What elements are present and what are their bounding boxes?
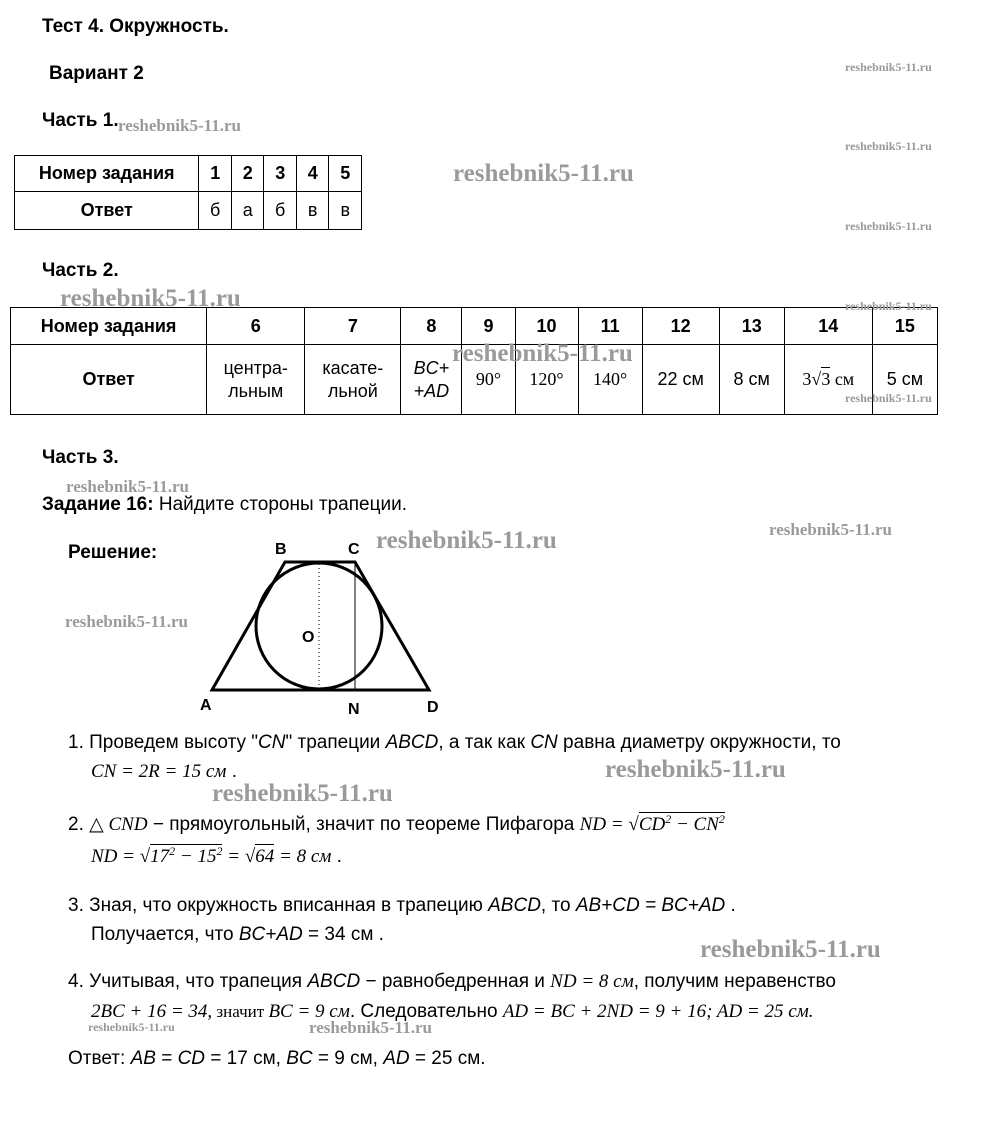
watermark: reshebnik5-11.ru (309, 1018, 432, 1037)
answer-text-e: = 25 см. (409, 1048, 486, 1069)
answer-14-radicand: 3 (821, 369, 831, 389)
watermark: reshebnik5-11.ru (212, 780, 393, 807)
step-4-text-b: − равнобедренная и (360, 971, 551, 992)
step-1-end: . (231, 761, 237, 782)
watermark: reshebnik5-11.ru (376, 527, 557, 554)
step-2-64: 64 (255, 846, 275, 867)
part2-number: 10 (515, 308, 578, 345)
part1-number: 2 (231, 156, 264, 192)
part2-answer-9: 90° (462, 345, 515, 415)
point-c-label: C (348, 541, 360, 558)
watermark: reshebnik5-11.ru (769, 520, 892, 539)
step-2-radicand-2 (150, 844, 222, 867)
watermark: reshebnik5-11.ru (700, 936, 881, 963)
step-1-text-b: " трапеции (285, 732, 386, 753)
part2-number: 8 (401, 308, 462, 345)
square: 2 (169, 844, 176, 858)
part2-number: 13 (719, 308, 784, 345)
part1-answer: б (264, 192, 297, 230)
part1-heading: Часть 1. (42, 110, 119, 131)
solution-label: Решение: (68, 542, 158, 563)
step-4-eq-2: AD = BC + 2ND = 9 + 16; AD = 25 см. (502, 1001, 814, 1022)
step-2-nd: ND = (579, 814, 629, 835)
step-3-line-2 (91, 924, 384, 946)
part2-number: 15 (872, 308, 937, 345)
step-3-number: 3. (68, 895, 84, 916)
step-3-text-c: Получается, что (91, 924, 239, 945)
answer-8-line1: BC+ (413, 357, 450, 378)
part2-row1-label: Номер задания (11, 308, 207, 345)
step-1-cn: CN (258, 732, 286, 753)
step-4-line-2 (91, 1001, 814, 1023)
watermark: reshebnik5-11.ru (845, 60, 932, 74)
part1-number: 5 (329, 156, 362, 192)
step-3-text-b: , то (540, 895, 576, 916)
step-4-number: 4. (68, 971, 84, 992)
answer-text-b: = (155, 1048, 178, 1069)
step-4-bc: BC = 9 см (268, 1001, 350, 1022)
part1-row1-label: Номер задания (15, 156, 199, 192)
step-4-abcd: ABCD (307, 971, 361, 992)
watermark: reshebnik5-11.ru (845, 299, 932, 313)
answer-cd: CD (177, 1048, 206, 1069)
square: 2 (665, 812, 672, 826)
step-3-text-a: Зная, что окружность вписанная в трапецию (89, 895, 489, 916)
watermark: reshebnik5-11.ru (845, 391, 932, 405)
answer-bc: BC (286, 1048, 313, 1069)
watermark: reshebnik5-11.ru (453, 160, 634, 187)
step-2-17: 17 (150, 846, 170, 867)
step-4-text-c: , получим неравенство (633, 971, 836, 992)
step-2-radicand (639, 812, 725, 835)
part2-number: 6 (207, 308, 305, 345)
part3-heading: Часть 3. (42, 447, 119, 468)
point-a-label: A (200, 697, 212, 714)
task-line (42, 494, 407, 516)
part2-number: 9 (462, 308, 515, 345)
step-4-eq-1: 2BC + 16 = 34, (91, 1001, 213, 1022)
watermark: reshebnik5-11.ru (88, 1020, 175, 1034)
task-label: Задание 16: (42, 494, 154, 515)
page-title: Тест 4. Окружность. (42, 16, 229, 37)
part1-answer: в (296, 192, 329, 230)
step-1-text-d: равна диаметру окружности, то (557, 732, 841, 753)
point-n-label: N (348, 701, 360, 718)
part2-number: 14 (784, 308, 872, 345)
step-2-triangle: △ CND (89, 814, 148, 835)
part2-number: 7 (305, 308, 401, 345)
part2-answer-7 (305, 345, 401, 415)
step-3-abcd: ABCD (488, 895, 541, 916)
variant-label: Вариант 2 (49, 63, 144, 84)
step-2-end: . (336, 846, 342, 867)
step-2-minus-15: − 15 (175, 846, 217, 867)
step-2-line-2 (91, 846, 342, 868)
sqrt-sign: √ (244, 846, 256, 867)
step-4-text-a: Учитывая, что трапеция (89, 971, 308, 992)
final-answer (68, 1048, 486, 1070)
part2-number: 11 (578, 308, 642, 345)
sqrt-sign: √ (811, 369, 822, 389)
answer-text-d: = 9 см, (312, 1048, 384, 1069)
part1-row2-label: Ответ (15, 192, 199, 230)
watermark: reshebnik5-11.ru (605, 756, 786, 783)
point-d-label: D (427, 699, 439, 716)
watermark: reshebnik5-11.ru (66, 477, 189, 496)
step-2-text: − прямоугольный, значит по теореме Пифагора (147, 814, 580, 835)
square: 2 (216, 844, 223, 858)
answer-text-c: = 17 см, (205, 1048, 287, 1069)
step-3-eq: AB+CD = BC+AD (575, 895, 726, 916)
answer-6-line2: льным (228, 380, 284, 401)
point-b-label: B (275, 541, 287, 558)
part2-row2-label: Ответ (11, 345, 207, 415)
step-4-text-d: значит (212, 1002, 269, 1021)
sqrt-sign: √ (139, 846, 151, 867)
step-2-cd: CD (638, 814, 666, 835)
part2-answer-6 (207, 345, 305, 415)
answer-14-coef: 3 (802, 369, 812, 389)
part1-number: 3 (264, 156, 297, 192)
part1-answer: б (199, 192, 232, 230)
answer-7-line1: касате- (322, 357, 384, 378)
part1-answer: в (329, 192, 362, 230)
step-2-nd-2: ND = (91, 846, 140, 867)
step-3-end: . (730, 895, 736, 916)
answer-14-unit: см (834, 369, 855, 389)
part2-answer-13: 8 см (719, 345, 784, 415)
watermark: reshebnik5-11.ru (452, 340, 633, 367)
step-2-result: = 8 см (274, 846, 332, 867)
step-3-bc-ad: BC+AD (238, 924, 303, 945)
part2-answer-11: 140° (578, 345, 642, 415)
point-o-label: O (302, 629, 315, 646)
sqrt-sign: √ (628, 814, 639, 835)
part1-number: 1 (199, 156, 232, 192)
answer-ab: AB (130, 1048, 156, 1069)
trapezoid (212, 562, 429, 690)
step-1-abcd: ABCD (385, 732, 439, 753)
answer-8-line2: +AD (413, 380, 450, 401)
part2-answer-12: 22 см (642, 345, 719, 415)
part1-table (14, 155, 362, 230)
step-3-text-d: = 34 см . (302, 924, 384, 945)
answer-label: Ответ: (68, 1048, 131, 1069)
step-2-line-1 (68, 813, 725, 836)
square: 2 (718, 812, 725, 826)
watermark: reshebnik5-11.ru (845, 139, 932, 153)
part2-number: 12 (642, 308, 719, 345)
watermark: reshebnik5-11.ru (118, 116, 241, 135)
task-text: Найдите стороны трапеции. (158, 494, 407, 515)
step-1-formula: CN = 2R = 15 см (91, 761, 227, 782)
part1-number: 4 (296, 156, 329, 192)
step-1-line-1 (68, 732, 841, 754)
step-1-text-c: , а так как (438, 732, 531, 753)
answer-6-line1: центра- (223, 357, 288, 378)
step-1-text-a: Проведем высоту " (89, 732, 259, 753)
part2-heading: Часть 2. (42, 260, 119, 281)
step-3-line-1 (68, 895, 736, 917)
trapezoid-figure (195, 535, 450, 720)
answer-ad: AD (383, 1048, 410, 1069)
step-1-cn-2: CN (530, 732, 558, 753)
step-2-minus-cn: − CN (671, 814, 719, 835)
step-4-text-e: . Следовательно (349, 1001, 503, 1022)
step-2-number: 2. (68, 814, 84, 835)
watermark: reshebnik5-11.ru (65, 612, 188, 631)
step-1-number: 1. (68, 732, 84, 753)
watermark: reshebnik5-11.ru (845, 219, 932, 233)
part1-answer: а (231, 192, 264, 230)
answer-7-line2: льной (327, 380, 378, 401)
step-2-eq: = (222, 846, 245, 867)
part2-answer-15: 5 см (872, 345, 937, 415)
step-4-line-1 (68, 971, 836, 993)
watermark: reshebnik5-11.ru (60, 285, 241, 312)
step-4-nd: ND = 8 см (550, 971, 634, 992)
inscribed-circle (256, 563, 382, 689)
part2-answer-10: 120° (515, 345, 578, 415)
